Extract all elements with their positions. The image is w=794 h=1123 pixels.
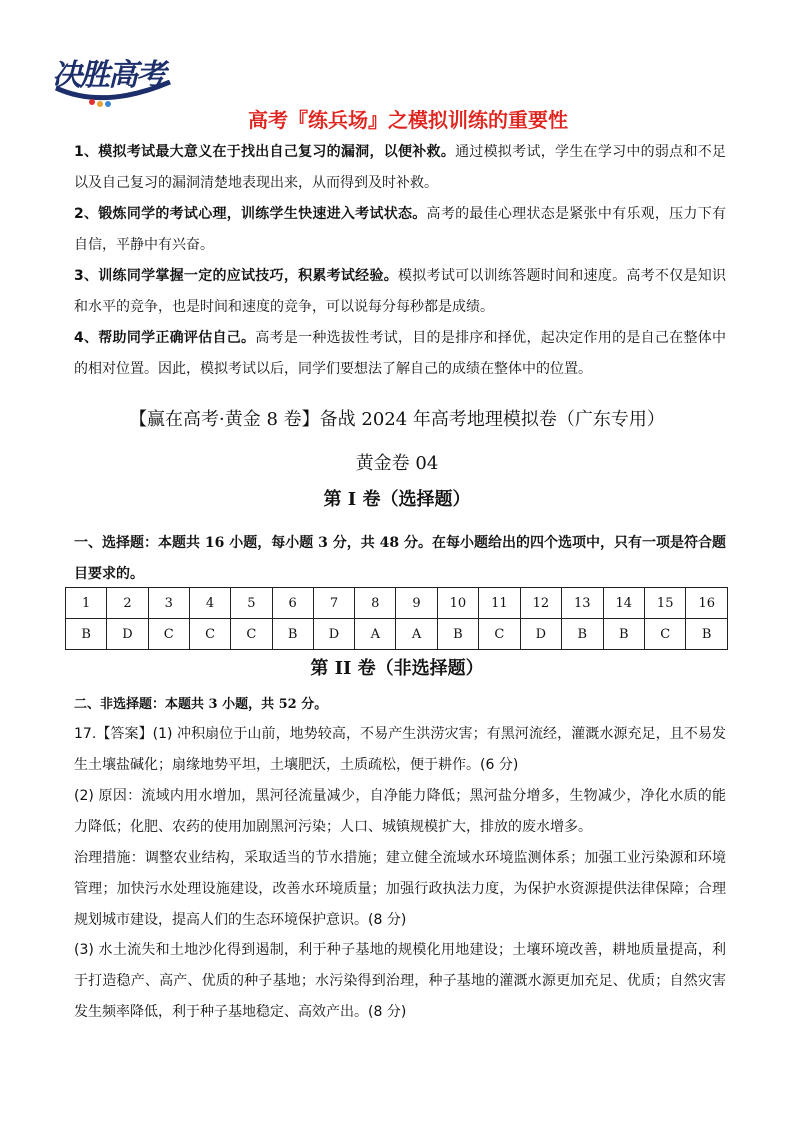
table-cell: D <box>520 619 561 650</box>
table-cell: 12 <box>520 588 561 619</box>
answer-17-part-2: (2) 原因：流域内用水增加，黑河径流量减少，自净能力降低；黑河盐分增多，生物减少，净化水质的能力降低；化肥、农药的使用加剧黑河污染；人口、城镇规模扩大，排放的废水增多。 <box>74 788 726 835</box>
table-cell: D <box>107 619 148 650</box>
section1-title: 第 I 卷（选择题） <box>323 489 471 510</box>
table-cell: C <box>231 619 272 650</box>
table-cell: 10 <box>437 588 478 619</box>
table-cell: C <box>644 619 685 650</box>
exam-title: 【赢在高考·黄金 8 卷】备战 2024 年高考地理模拟卷（广东专用） <box>129 409 665 430</box>
table-cell: A <box>396 619 437 650</box>
table-cell: 8 <box>355 588 396 619</box>
table-cell: 11 <box>479 588 520 619</box>
answer-17-part-1: 17.【答案】(1) 冲积扇位于山前，地势较高，不易产生洪涝灾害；有黑河流经，灌溉水源充足，且不易发生土壤盐碱化；扇缘地势平坦，土壤肥沃，土质疏松，便于耕作。(6 分) <box>74 726 726 773</box>
table-cell: B <box>562 619 603 650</box>
table-cell: C <box>148 619 189 650</box>
table-cell: 15 <box>644 588 685 619</box>
table-cell: 3 <box>148 588 189 619</box>
table-cell: 1 <box>66 588 107 619</box>
table-cell: 13 <box>562 588 603 619</box>
table-cell: C <box>189 619 230 650</box>
table-cell: 7 <box>313 588 354 619</box>
intro-paragraph-2: 2、锻炼同学的考试心理，训练学生快速进入考试状态。高考的最佳心理状态是紧张中有乐观，压力下有自信，平静中有兴奋。 <box>74 206 726 253</box>
answer-table-answer-row <box>66 619 728 650</box>
table-cell: B <box>686 619 728 650</box>
table-cell: 6 <box>272 588 313 619</box>
answer-17-part-3: (3) 水土流失和土地沙化得到遏制，利于种子基地的规模化用地建设；土壤环境改善，耕地质量提高，利于打造稳产、高产、优质的种子基地；水污染得到治理，种子基地的灌溉水源更加充足、优质；自然灾害发生频率降低，利于种子基地稳定、高效产出。(8 分) <box>74 942 726 1020</box>
logo-text: 决胜高考 <box>52 58 164 93</box>
table-cell: B <box>272 619 313 650</box>
table-cell: B <box>66 619 107 650</box>
table-cell: A <box>355 619 396 650</box>
intro-paragraph-3: 3、训练同学掌握一定的应试技巧，积累考试经验。模拟考试可以训练答题时间和速度。高考不仅是知识和水平的竞争，也是时间和速度的竞争，可以说每分每秒都是成绩。 <box>74 268 727 315</box>
table-cell: 9 <box>396 588 437 619</box>
table-cell: 5 <box>231 588 272 619</box>
table-cell: B <box>603 619 644 650</box>
section2-instructions: 二、非选择题：本题共 3 小题，共 52 分。 <box>74 697 328 712</box>
answer-table-number-row <box>66 588 728 619</box>
answer-table <box>65 587 728 650</box>
page-title: 高考『练兵场』之模拟训练的重要性 <box>248 108 568 132</box>
table-cell: B <box>437 619 478 650</box>
table-cell: 14 <box>603 588 644 619</box>
table-cell: 2 <box>107 588 148 619</box>
table-cell: D <box>313 619 354 650</box>
table-cell: 16 <box>686 588 728 619</box>
section2-title: 第 II 卷（非选择题） <box>310 658 484 679</box>
section1-instructions: 一、选择题：本题共 16 小题，每小题 3 分，共 48 分。在每小题给出的四个选项中，只有一项是符合题目要求的。 <box>74 535 726 582</box>
intro-paragraph-1: 1、模拟考试最大意义在于找出自己复习的漏洞，以便补救。通过模拟考试，学生在学习中的弱点和不足以及自己复习的漏洞清楚地表现出来，从而得到及时补救。 <box>74 144 726 191</box>
table-cell: 4 <box>189 588 230 619</box>
intro-paragraph-4: 4、帮助同学正确评估自己。高考是一种选拔性考试，目的是排序和择优，起决定作用的是自己在整体中的相对位置。因此，模拟考试以后，同学们要想法了解自己的成绩在整体中的位置。 <box>74 330 726 377</box>
answer-17-measures: 治理措施：调整农业结构，采取适当的节水措施；建立健全流域水环境监测体系；加强工业污染源和环境管理；加快污水处理设施建设，改善水环境质量；加强行政执法力度，为保护水资源提供法律保障；合理规划城市建设，提高人们的生态环境保护意识。(8 分) <box>74 850 726 928</box>
paper-name: 黄金卷 04 <box>355 453 439 474</box>
table-cell: C <box>479 619 520 650</box>
